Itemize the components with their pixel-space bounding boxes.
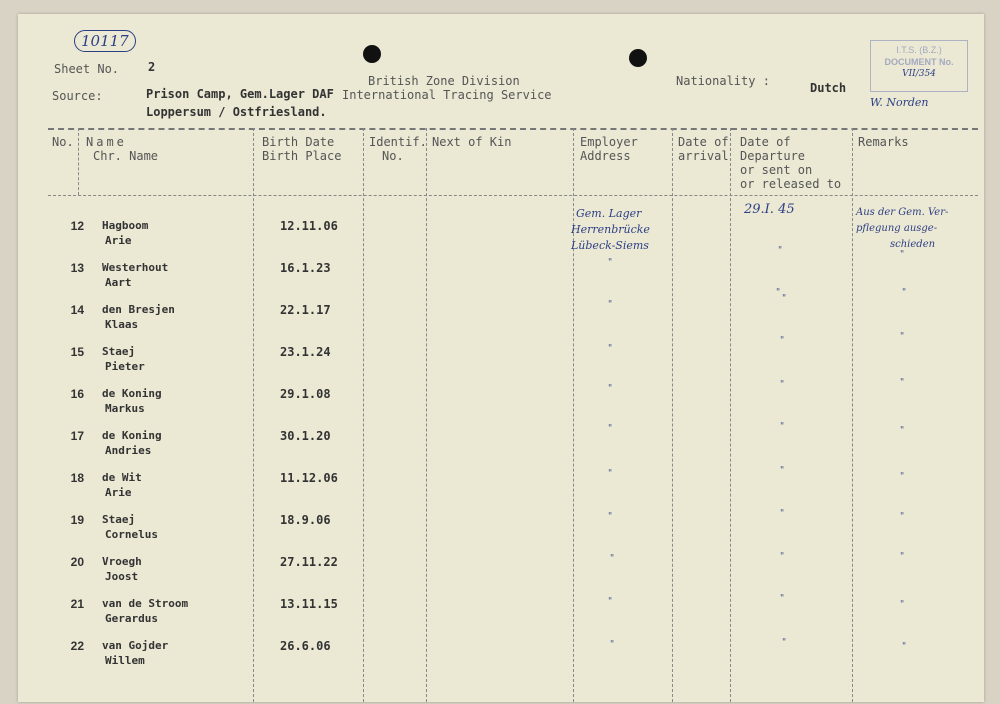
row-birth-date: 13.11.15 [280, 597, 338, 611]
document-sheet [18, 14, 984, 702]
header-top-rule [48, 128, 978, 130]
row-birth-date: 29.1.08 [280, 387, 331, 401]
column-divider [852, 128, 853, 702]
row-number: 12 [70, 219, 84, 233]
row-surname: van Gojder [102, 639, 169, 652]
row-birth-date: 16.1.23 [280, 261, 331, 275]
ditto-mark: " [900, 332, 905, 342]
ditto-mark: " [608, 384, 613, 394]
ditto-mark: " [776, 288, 781, 298]
ditto-mark: " [782, 294, 787, 304]
row-surname: de Koning [102, 387, 162, 400]
row-surname: Hagboom [102, 219, 149, 232]
row-birth-date: 22.1.17 [280, 303, 331, 317]
row-birth-date: 23.1.24 [280, 345, 331, 359]
row-birth-date: 27.11.22 [280, 555, 338, 569]
employer-hand-3: Lübeck-Siems [571, 239, 649, 252]
ditto-mark: " [608, 597, 613, 607]
row-first-name: Arie [105, 234, 132, 247]
ditto-mark: " [780, 594, 785, 604]
col-header-chr-name: Chr. Name [93, 149, 159, 163]
row-birth-date: 18.9.06 [280, 513, 331, 527]
column-divider [363, 128, 364, 702]
ditto-mark: " [780, 422, 785, 432]
col-header-name: Name [86, 135, 127, 149]
row-surname: Vroegh [102, 555, 142, 568]
employer-hand-2: Herrenbrücke [571, 223, 650, 236]
ditto-mark: " [902, 288, 907, 298]
row-number: 14 [70, 303, 84, 317]
row-number: 16 [70, 387, 84, 401]
remarks-hand-1: Aus der Gem. Ver- [856, 207, 949, 218]
col-header-remarks: Remarks [858, 135, 909, 149]
ditto-mark: " [780, 509, 785, 519]
nationality-value: Dutch [810, 81, 847, 95]
row-number: 18 [70, 471, 84, 485]
ditto-mark: " [900, 512, 905, 522]
col-header-departure-1: Date of [740, 135, 791, 149]
row-first-name: Joost [105, 570, 139, 583]
sheet-number: 2 [148, 60, 156, 74]
employer-hand-1: Gem. Lager [576, 207, 642, 220]
column-divider [573, 128, 574, 702]
col-header-departure-4: or released to [740, 177, 842, 191]
reference-number: 10117 [74, 30, 136, 52]
ditto-mark: " [608, 300, 613, 310]
ditto-mark: " [608, 424, 613, 434]
punch-hole-right [629, 49, 647, 67]
source-label: Source: [52, 89, 103, 103]
source-line-1: Prison Camp, Gem.Lager DAF [146, 87, 334, 101]
stamp-line-2: DOCUMENT No. [884, 57, 954, 67]
ditto-mark: " [608, 469, 613, 479]
column-divider [730, 128, 731, 702]
col-header-identif-no: No. [382, 149, 404, 163]
row-number: 13 [70, 261, 84, 275]
sheet-label: Sheet No. [54, 62, 120, 76]
col-header-birth-place: Birth Place [262, 149, 342, 163]
stamp-line-3: VII/354 [902, 69, 936, 79]
col-header-identif: Identif. [369, 135, 427, 149]
row-surname: Staej [102, 345, 136, 358]
ditto-mark: " [608, 258, 613, 268]
source-line-2: Loppersum / Ostfriesland. [146, 105, 327, 119]
ditto-mark: " [900, 600, 905, 610]
column-divider [426, 128, 427, 702]
stamp-line-1: I.T.S. (B.Z.) [896, 45, 942, 55]
row-number: 22 [70, 639, 84, 653]
row-number: 20 [70, 555, 84, 569]
row-first-name: Arie [105, 486, 132, 499]
col-header-employer: Employer [580, 135, 638, 149]
row-number: 15 [70, 345, 84, 359]
ditto-mark: " [780, 466, 785, 476]
row-surname: Staej [102, 513, 136, 526]
ditto-mark: " [778, 246, 783, 256]
row-birth-date: 11.12.06 [280, 471, 338, 485]
row-birth-date: 12.11.06 [280, 219, 338, 233]
row-first-name: Aart [105, 276, 132, 289]
punch-hole-left [363, 45, 381, 63]
ditto-mark: " [608, 344, 613, 354]
departure-hand: 29.I. 45 [744, 202, 795, 217]
row-first-name: Pieter [105, 360, 145, 373]
ditto-mark: " [610, 640, 615, 650]
ditto-mark: " [780, 336, 785, 346]
ditto-mark: " [900, 426, 905, 436]
ditto-mark: " [780, 552, 785, 562]
row-first-name: Markus [105, 402, 145, 415]
row-number: 21 [70, 597, 84, 611]
ditto-mark: " [900, 472, 905, 482]
ditto-mark: " [900, 552, 905, 562]
ditto-mark: " [900, 378, 905, 388]
col-header-departure-2: Departure [740, 149, 806, 163]
ditto-mark: " [608, 512, 613, 522]
col-header-date-of: Date of [678, 135, 729, 149]
row-first-name: Gerardus [105, 612, 158, 625]
division-line-2: International Tracing Service [342, 88, 552, 102]
ditto-mark: " [900, 250, 905, 260]
col-header-address: Address [580, 149, 631, 163]
row-number: 19 [70, 513, 84, 527]
row-first-name: Cornelus [105, 528, 158, 541]
column-divider [78, 128, 79, 195]
col-header-no: No. [52, 135, 74, 149]
stamp-handwriting: W. Norden [870, 96, 929, 109]
column-divider [253, 128, 254, 702]
row-surname: van de Stroom [102, 597, 189, 610]
nationality-label: Nationality : [676, 74, 770, 88]
ditto-mark: " [780, 380, 785, 390]
row-surname: de Wit [102, 471, 142, 484]
header-bottom-rule [48, 195, 978, 196]
col-header-arrival: arrival [678, 149, 729, 163]
ditto-mark: " [782, 638, 787, 648]
row-birth-date: 26.6.06 [280, 639, 331, 653]
row-first-name: Klaas [105, 318, 139, 331]
remarks-hand-2: pflegung ausge- [856, 223, 938, 234]
col-header-next-of-kin: Next of Kin [432, 135, 512, 149]
remarks-hand-3: schieden [890, 239, 936, 250]
ditto-mark: " [902, 642, 907, 652]
its-document-stamp [870, 40, 968, 92]
row-surname: den Bresjen [102, 303, 175, 316]
division-line-1: British Zone Division [368, 74, 520, 88]
ditto-mark: " [610, 554, 615, 564]
col-header-birth-date: Birth Date [262, 135, 335, 149]
row-surname: Westerhout [102, 261, 169, 274]
column-divider [672, 128, 673, 702]
row-surname: de Koning [102, 429, 162, 442]
row-first-name: Andries [105, 444, 152, 457]
row-birth-date: 30.1.20 [280, 429, 331, 443]
row-number: 17 [70, 429, 84, 443]
row-first-name: Willem [105, 654, 145, 667]
col-header-departure-3: or sent on [740, 163, 813, 177]
